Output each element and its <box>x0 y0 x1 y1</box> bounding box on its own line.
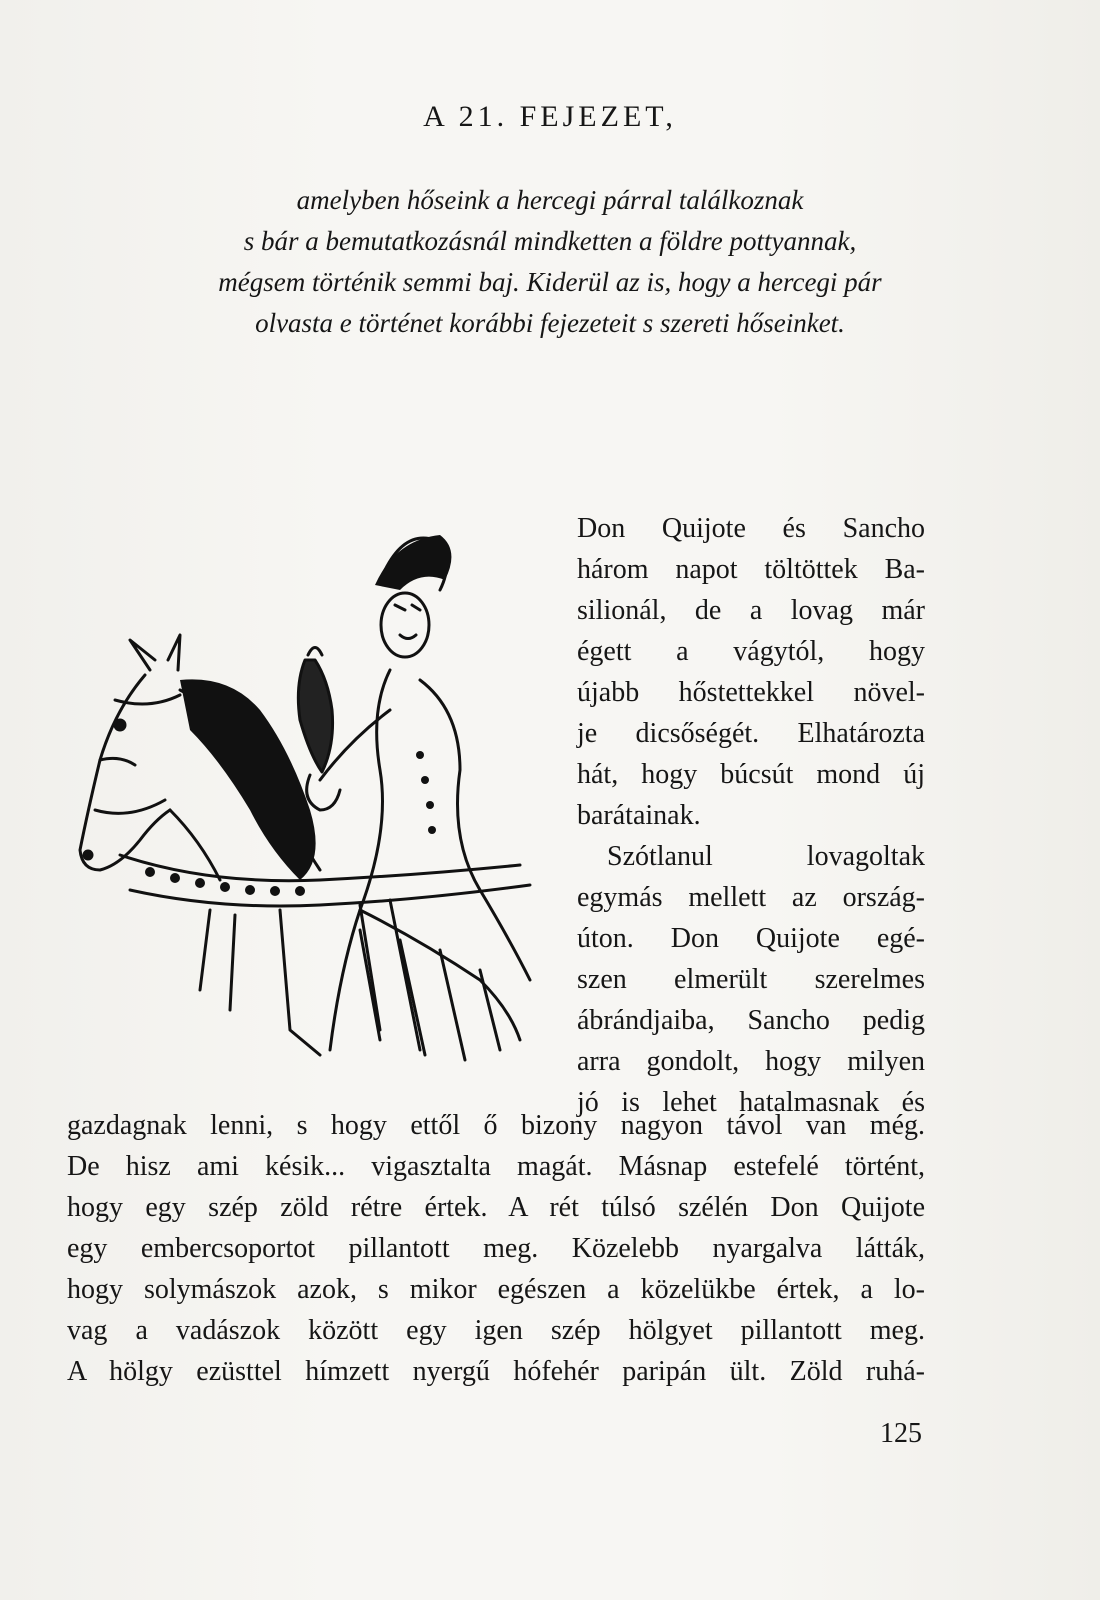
text-line: gazdagnak lenni, s hogy ettől ő bizony nagyon távol van még. <box>67 1110 925 1141</box>
summary-line: mégsem történik semmi baj. Kiderül az is, hogy a hercegi pár <box>218 267 882 297</box>
paragraph-full-width <box>67 1105 925 1392</box>
lady-on-horse-with-falcon-illustration <box>60 510 560 1080</box>
chapter-heading: A 21. FEJEZET, <box>423 100 677 133</box>
text-line: úton. Don Quijote egé- <box>577 923 925 954</box>
text-line: De hisz ami késik... vigasztalta magát. Másnap estefelé történt, <box>67 1151 925 1182</box>
text-line: je dicsőségét. Elhatározta <box>577 718 925 749</box>
text-line: hogy egy szép zöld rétre értek. A rét túlsó szélén Don Quijote <box>67 1192 925 1223</box>
text-line: újabb hőstettekkel növel- <box>577 677 925 708</box>
text-line: hát, hogy búcsút mond új <box>577 759 925 790</box>
text-line: egymás mellett az ország- <box>577 882 925 913</box>
summary-line: s bár a bemutatkozásnál mindketten a földre pottyannak, <box>243 226 857 256</box>
text-line: vag a vadászok között egy igen szép hölgyet pillantott meg. <box>67 1315 925 1346</box>
text-line: Szótlanul lovagoltak <box>607 841 925 872</box>
text-line: égett a vágytól, hogy <box>577 636 925 667</box>
text-line: A hölgy ezüsttel hímzett nyergű hófehér paripán ült. Zöld ruhá- <box>67 1356 925 1387</box>
text-line: hogy solymászok azok, s mikor egészen a közelükbe értek, a lo- <box>67 1274 925 1305</box>
text-line: ábrándjaiba, Sancho pedig <box>577 1005 925 1036</box>
paragraph-column <box>577 508 925 1123</box>
chapter-summary <box>110 180 990 344</box>
summary-line: amelyben hőseink a hercegi párral találkoznak <box>296 185 804 215</box>
summary-line: olvasta e történet korábbi fejezeteit s szereti hőseinket. <box>255 308 845 338</box>
text-line: Don Quijote és Sancho <box>577 513 925 544</box>
text-line: silionál, de a lovag már <box>577 595 925 626</box>
text-line: egy embercsoportot pillantott meg. Közelebb nyargalva látták, <box>67 1233 925 1264</box>
text-line: barátainak. <box>577 800 701 831</box>
text-line: szen elmerült szerelmes <box>577 964 925 995</box>
page-number: 125 <box>880 1418 922 1449</box>
text-line: három napot töltöttek Ba- <box>577 554 925 585</box>
text-line: jó is lehet hatalmasnak és <box>577 1087 925 1118</box>
text-line: arra gondolt, hogy milyen <box>577 1046 925 1077</box>
